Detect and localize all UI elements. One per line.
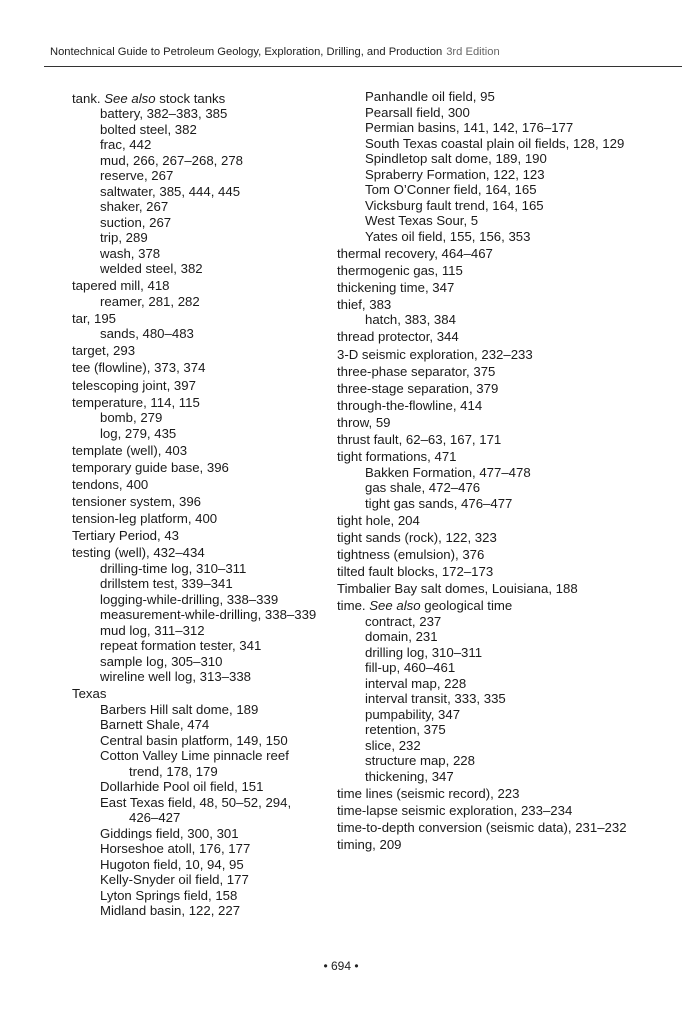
- entry-text: tight hole, 204: [337, 512, 420, 528]
- index-subentry: [72, 576, 324, 592]
- entry-text: retention, 375: [365, 722, 446, 738]
- entry-text: repeat formation tester, 341: [100, 638, 262, 654]
- index-entry: [337, 263, 637, 279]
- entry-text: three-phase separator, 375: [337, 363, 496, 379]
- index-subentry: [72, 748, 324, 779]
- index-entry: [72, 378, 324, 394]
- index-subentry: [72, 215, 324, 231]
- entry-text: target, 293: [72, 343, 136, 359]
- index-entry: [72, 545, 324, 561]
- index-subentry: [72, 607, 324, 623]
- entry-text: suction, 267: [100, 214, 172, 230]
- index-subentry: [72, 733, 324, 749]
- index-entry: [72, 528, 324, 544]
- index-entry: [337, 513, 637, 529]
- entry-text: welded steel, 382: [100, 261, 203, 277]
- index-subentry: [337, 105, 637, 121]
- entry-text: telescoping joint, 397: [72, 377, 196, 393]
- index-subentry: [72, 888, 324, 904]
- index-entry: [72, 395, 324, 411]
- index-subentry: [72, 702, 324, 718]
- index-subentry: [72, 410, 324, 426]
- entry-text: Dollarhide Pool oil field, 151: [100, 779, 264, 795]
- entry-text: thermogenic gas, 115: [337, 262, 463, 278]
- index-subentry: [72, 795, 324, 826]
- entry-text: sample log, 305–310: [100, 653, 223, 669]
- entry-text: Tertiary Period, 43: [72, 528, 180, 544]
- entry-text: Yates oil field, 155, 156, 353: [365, 228, 531, 244]
- index-subentry: [72, 654, 324, 670]
- entry-text: saltwater, 385, 444, 445: [100, 183, 241, 199]
- index-entry: [72, 443, 324, 459]
- entry-text: contract, 237: [365, 613, 442, 629]
- page-footer: [0, 959, 682, 973]
- entry-text: structure map, 228: [365, 753, 475, 769]
- entry-text: tar, 195: [72, 310, 116, 326]
- index-subentry: [72, 426, 324, 442]
- index-subentry: [337, 151, 637, 167]
- entry-text: drilling-time log, 310–311: [100, 560, 247, 576]
- entry-text: slice, 232: [365, 737, 421, 753]
- index-subentry: [72, 857, 324, 873]
- entry-text: Lyton Springs field, 158: [100, 887, 238, 903]
- entry-text: Barbers Hill salt dome, 189: [100, 701, 259, 717]
- index-subentry: [337, 769, 637, 785]
- footer-bullet-right: •: [354, 959, 359, 973]
- index-subentry: [337, 312, 637, 328]
- index-entry: [72, 477, 324, 493]
- entry-text: tee (flowline), 373, 374: [72, 360, 206, 376]
- entry-text: thread protector, 344: [337, 329, 459, 345]
- index-subentry: [72, 199, 324, 215]
- entry-text: wash, 378: [100, 245, 161, 261]
- index-entry: [337, 246, 637, 262]
- entry-text: Tom O’Conner field, 164, 165: [365, 182, 537, 197]
- entry-term: time.: [337, 598, 366, 614]
- index-subentry: [72, 903, 324, 919]
- entry-text: Permian basins, 141, 142, 176–177: [365, 120, 574, 135]
- entry-text: log, 279, 435: [100, 425, 177, 441]
- index-subentry: [337, 213, 637, 229]
- entry-text: temperature, 114, 115: [72, 394, 200, 410]
- index-entry: [337, 581, 637, 597]
- index-entry: [337, 449, 637, 465]
- index-subentry: [72, 153, 324, 169]
- index-entry: [337, 547, 637, 563]
- entry-text: hatch, 383, 384: [365, 312, 456, 328]
- entry-text: tensioner system, 396: [72, 494, 202, 510]
- entry-text: logging-while-drilling, 338–339: [100, 591, 279, 607]
- index-column-right: [337, 89, 637, 853]
- entry-text: drilling log, 310–311: [365, 644, 483, 660]
- index-subentry: [72, 779, 324, 795]
- index-subentry: [337, 629, 637, 645]
- index-subentry: [337, 614, 637, 630]
- entry-text: Hugoton field, 10, 94, 95: [100, 856, 244, 872]
- index-subentry: [337, 645, 637, 661]
- entry-text: Central basin platform, 149, 150: [100, 732, 288, 748]
- entry-text: tight sands (rock), 122, 323: [337, 529, 497, 545]
- index-subentry: [337, 120, 637, 136]
- entry-text: geological time: [420, 598, 513, 614]
- index-subentry: [72, 184, 324, 200]
- entry-text: Kelly-Snyder oil field, 177: [100, 872, 249, 888]
- entry-text: wireline well log, 313–338: [100, 669, 252, 685]
- entry-text: Barnett Shale, 474: [100, 717, 210, 733]
- index-subentry: [337, 691, 637, 707]
- entry-text: trip, 289: [100, 230, 148, 246]
- entry-text: tension-leg platform, 400: [72, 511, 218, 527]
- entry-text: East Texas field, 48, 50–52, 294, 426–427: [100, 794, 292, 826]
- index-entry: [72, 278, 324, 294]
- entry-text: Panhandle oil field, 95: [365, 89, 495, 104]
- entry-text: thickening time, 347: [337, 279, 455, 295]
- entry-text: bomb, 279: [100, 410, 163, 426]
- index-entry: [337, 837, 637, 853]
- entry-text: Pearsall field, 300: [365, 104, 470, 120]
- index-subentry: [337, 753, 637, 769]
- entry-text: gas shale, 472–476: [365, 480, 481, 496]
- index-subentry: [72, 122, 324, 138]
- entry-text: mud log, 311–312: [100, 622, 205, 638]
- entry-text: time lines (seismic record), 223: [337, 785, 520, 801]
- index-subentry: [337, 167, 637, 183]
- entry-text: Vicksburg fault trend, 164, 165: [365, 197, 544, 213]
- entry-text: Spraberry Formation, 122, 123: [365, 166, 545, 182]
- index-subentry: [337, 136, 637, 152]
- book-title: Nontechnical Guide to Petroleum Geology, Exploration, Drilling, and Production: [50, 46, 443, 58]
- entry-text: Timbalier Bay salt domes, Louisiana, 188: [337, 581, 578, 597]
- index-entry: [337, 803, 637, 819]
- entry-text: thermal recovery, 464–467: [337, 245, 493, 261]
- entry-text: sands, 480–483: [100, 326, 194, 342]
- index-entry: [337, 364, 637, 380]
- index-subentry: [72, 592, 324, 608]
- index-entry: [72, 494, 324, 510]
- index-subentry: [337, 738, 637, 754]
- entry-text: three-stage separation, 379: [337, 380, 499, 396]
- index-subentry: [72, 638, 324, 654]
- index-subentry: [337, 229, 637, 245]
- index-subentry: [72, 841, 324, 857]
- footer-bullet-left: •: [323, 959, 328, 973]
- index-entry: [337, 381, 637, 397]
- index-subentry: [337, 198, 637, 214]
- index-entry: [337, 820, 637, 836]
- index-subentry: [337, 496, 637, 512]
- index-subentry: [72, 137, 324, 153]
- entry-text: tilted fault blocks, 172–173: [337, 564, 494, 579]
- index-entry: [337, 598, 637, 614]
- index-subentry: [337, 182, 637, 198]
- entry-text: through-the-flowline, 414: [337, 397, 483, 413]
- entry-text: frac, 442: [100, 137, 152, 153]
- entry-text: thief, 383: [337, 296, 392, 312]
- entry-text: Cotton Valley Lime pinnacle reef trend, 178, 179: [100, 748, 289, 779]
- entry-text: Giddings field, 300, 301: [100, 825, 239, 841]
- entry-text: reserve, 267: [100, 168, 174, 184]
- index-subentry: [337, 722, 637, 738]
- entry-text: temporary guide base, 396: [72, 459, 229, 475]
- entry-text: reamer, 281, 282: [100, 293, 200, 309]
- entry-text: West Texas Sour, 5: [365, 213, 479, 228]
- index-entry: [72, 686, 324, 702]
- entry-text: tendons, 400: [72, 476, 149, 492]
- index-subentry: [72, 246, 324, 262]
- entry-text: Bakken Formation, 477–478: [365, 464, 531, 480]
- entry-text: thrust fault, 62–63, 167, 171: [337, 432, 502, 448]
- index-subentry: [72, 826, 324, 842]
- index-entry: [337, 432, 637, 448]
- entry-text: South Texas coastal plain oil fields, 128, 129: [365, 135, 625, 151]
- entry-text: tapered mill, 418: [72, 278, 170, 294]
- entry-text: domain, 231: [365, 629, 438, 645]
- index-entry: [72, 360, 324, 376]
- index-subentry: [337, 465, 637, 481]
- index-entry: [337, 415, 637, 431]
- entry-text: pumpability, 347: [365, 706, 461, 722]
- running-header: [50, 46, 682, 58]
- entry-text: fill-up, 460–461: [365, 660, 456, 676]
- index-entry: [337, 530, 637, 546]
- index-entry: [72, 343, 324, 359]
- entry-text: throw, 59: [337, 414, 391, 430]
- entry-text: tight gas sands, 476–477: [365, 495, 513, 511]
- entry-text: bolted steel, 382: [100, 121, 197, 137]
- index-subentry: [337, 676, 637, 692]
- index-entry: [337, 280, 637, 296]
- index-subentry: [72, 294, 324, 310]
- entry-text: Horseshoe atoll, 176, 177: [100, 841, 251, 857]
- entry-text: stock tanks: [155, 90, 226, 106]
- see-also-label: See also: [104, 90, 156, 106]
- index-subentry: [337, 480, 637, 496]
- entry-text: shaker, 267: [100, 199, 169, 215]
- index-entry: [337, 564, 637, 580]
- index-subentry: [337, 707, 637, 723]
- index-subentry: [72, 106, 324, 122]
- entry-text: template (well), 403: [72, 442, 188, 458]
- index-entry: [337, 347, 637, 363]
- entry-text: time-to-depth conversion (seismic data), 231–232: [337, 819, 627, 835]
- index-subentry: [72, 261, 324, 277]
- entry-text: drillstem test, 339–341: [100, 576, 233, 592]
- entry-text: testing (well), 432–434: [72, 545, 205, 561]
- entry-text: tight formations, 471: [337, 449, 457, 465]
- see-also-label: See also: [369, 598, 421, 614]
- entry-text: Midland basin, 122, 227: [100, 903, 241, 919]
- index-entry: [337, 398, 637, 414]
- index-column-left: [72, 89, 324, 919]
- entry-text: Spindletop salt dome, 189, 190: [365, 151, 547, 166]
- header-rule: [44, 66, 682, 67]
- entry-text: interval transit, 333, 335: [365, 691, 506, 707]
- index-subentry: [72, 168, 324, 184]
- entry-term: tank.: [72, 90, 101, 106]
- index-subentry: [72, 872, 324, 888]
- index-entry: [337, 786, 637, 802]
- index-entry: [72, 91, 324, 107]
- page-number: 694: [330, 959, 352, 973]
- index-entry: [72, 311, 324, 327]
- edition-label: 3rd Edition: [446, 46, 500, 58]
- index-entry: [337, 329, 637, 345]
- index-subentry: [337, 660, 637, 676]
- index-entry: [72, 511, 324, 527]
- index-entry: [337, 297, 637, 313]
- entry-text: Texas: [72, 686, 107, 702]
- index-subentry: [72, 326, 324, 342]
- entry-text: measurement-while-drilling, 338–339: [100, 607, 317, 623]
- entry-text: battery, 382–383, 385: [100, 106, 228, 122]
- entry-text: time-lapse seismic exploration, 233–234: [337, 802, 573, 818]
- index-subentry: [72, 669, 324, 685]
- entry-text: mud, 266, 267–268, 278: [100, 152, 243, 168]
- entry-text: 3-D seismic exploration, 232–233: [337, 346, 533, 362]
- entry-text: interval map, 228: [365, 675, 467, 691]
- index-entry: [72, 460, 324, 476]
- entry-text: tightness (emulsion), 376: [337, 546, 485, 562]
- index-subentry: [72, 561, 324, 577]
- index-subentry: [72, 717, 324, 733]
- index-subentry: [72, 623, 324, 639]
- index-subentry: [337, 89, 637, 105]
- entry-text: thickening, 347: [365, 768, 454, 784]
- entry-text: timing, 209: [337, 837, 402, 853]
- index-subentry: [72, 230, 324, 246]
